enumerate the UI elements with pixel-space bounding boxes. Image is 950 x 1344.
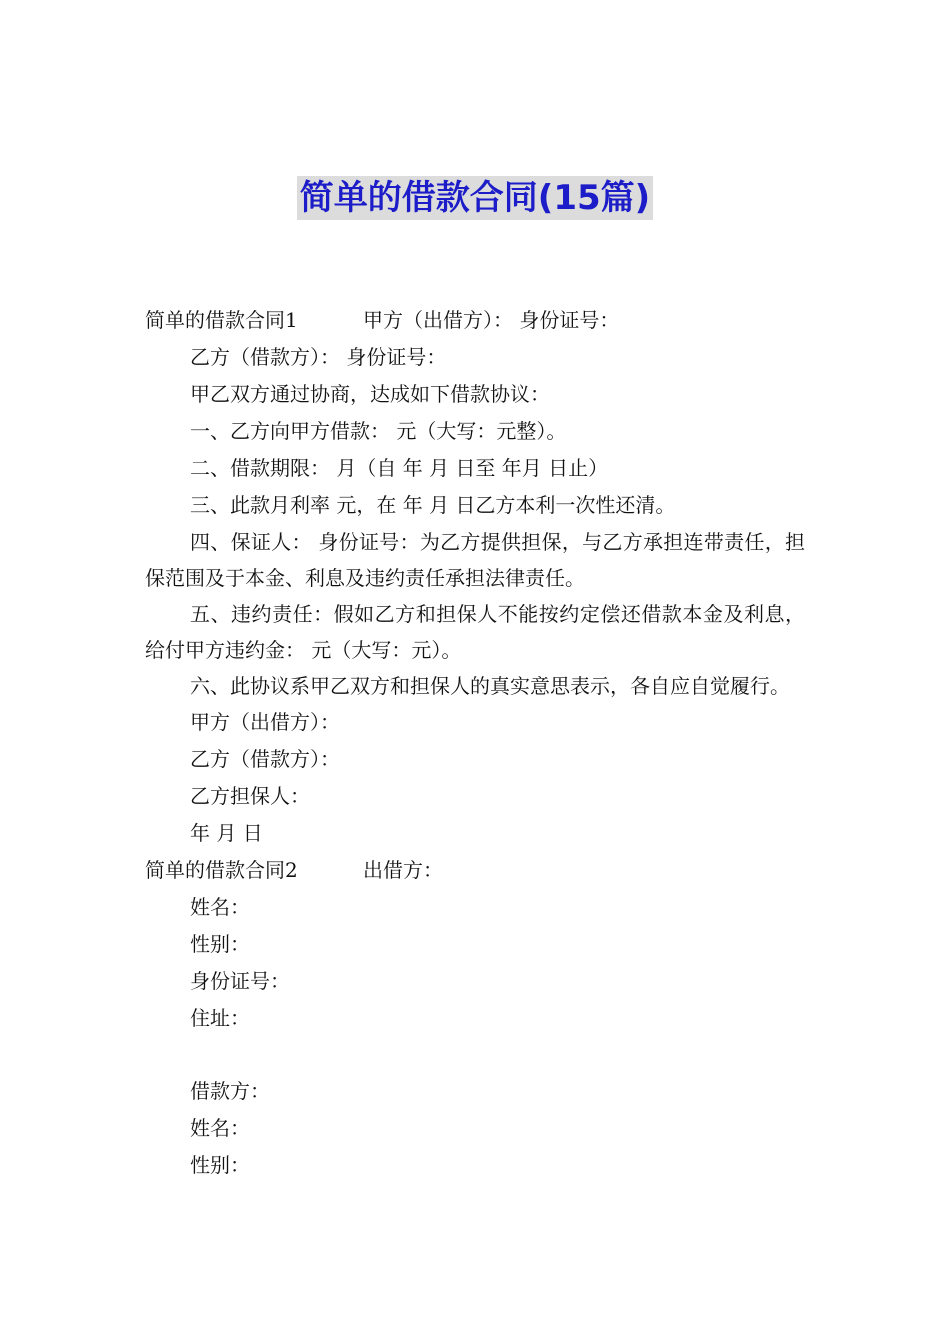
- contract1-clause-2: 二、借款期限： 月（自 年 月 日至 年月 日止）: [190, 456, 609, 480]
- contract2-first-line: [145, 852, 805, 889]
- contract1-first-line: [145, 302, 805, 339]
- contract1-sign-guarantor: 乙方担保人：: [190, 784, 310, 808]
- contract2-heading: 简单的借款合同2: [145, 858, 298, 882]
- contract2-lender-id: 身份证号：: [190, 969, 290, 993]
- contract1-party-a-line: 甲方（出借方）： 身份证号：: [363, 308, 620, 332]
- contract2-borrower-gender: 性别：: [190, 1153, 250, 1177]
- contract1-clause-3: 三、此款月利率 元，在 年 月 日乙方本利一次性还清。: [190, 493, 676, 517]
- contract1-sign-party-b: 乙方（借款方）：: [190, 747, 340, 771]
- contract1-clause-1: 一、乙方向甲方借款： 元（大写：元整）。: [190, 419, 567, 443]
- contract2-borrower-label: 借款方：: [190, 1079, 270, 1103]
- contract1-party-b-line: 乙方（借款方）： 身份证号：: [190, 345, 447, 369]
- contract2-lender-address: 住址：: [190, 1006, 250, 1030]
- contract1-intro: 甲乙双方通过协商，达成如下借款协议：: [190, 382, 550, 406]
- contract2-borrower-name: 姓名：: [190, 1116, 250, 1140]
- contract1-heading: 简单的借款合同1: [145, 308, 298, 332]
- contract1-date: 年 月 日: [190, 821, 263, 845]
- contract1-sign-party-a: 甲方（出借方）：: [190, 710, 340, 734]
- contract2-lender-label: 出借方：: [363, 858, 443, 882]
- contract2-lender-name: 姓名：: [190, 895, 250, 919]
- contract1-clause-6: 六、此协议系甲乙双方和担保人的真实意思表示，各自应自觉履行。: [190, 674, 790, 698]
- title-container: [0, 176, 950, 220]
- contract1-clause-4: 四、保证人： 身份证号：为乙方提供担保，与乙方承担连带责任，担保范围及于本金、利息及违约责任承担法律责任。: [145, 530, 805, 590]
- blank-line: [145, 1037, 805, 1073]
- contract1-clause-5: 五、违约责任：假如乙方和担保人不能按约定偿还借款本金及利息，给付甲方违约金： 元（大写：元）。: [145, 602, 805, 662]
- document-body: [145, 302, 805, 1184]
- contract2-lender-gender: 性别：: [190, 932, 250, 956]
- document-title: 简单的借款合同(15篇): [297, 176, 653, 220]
